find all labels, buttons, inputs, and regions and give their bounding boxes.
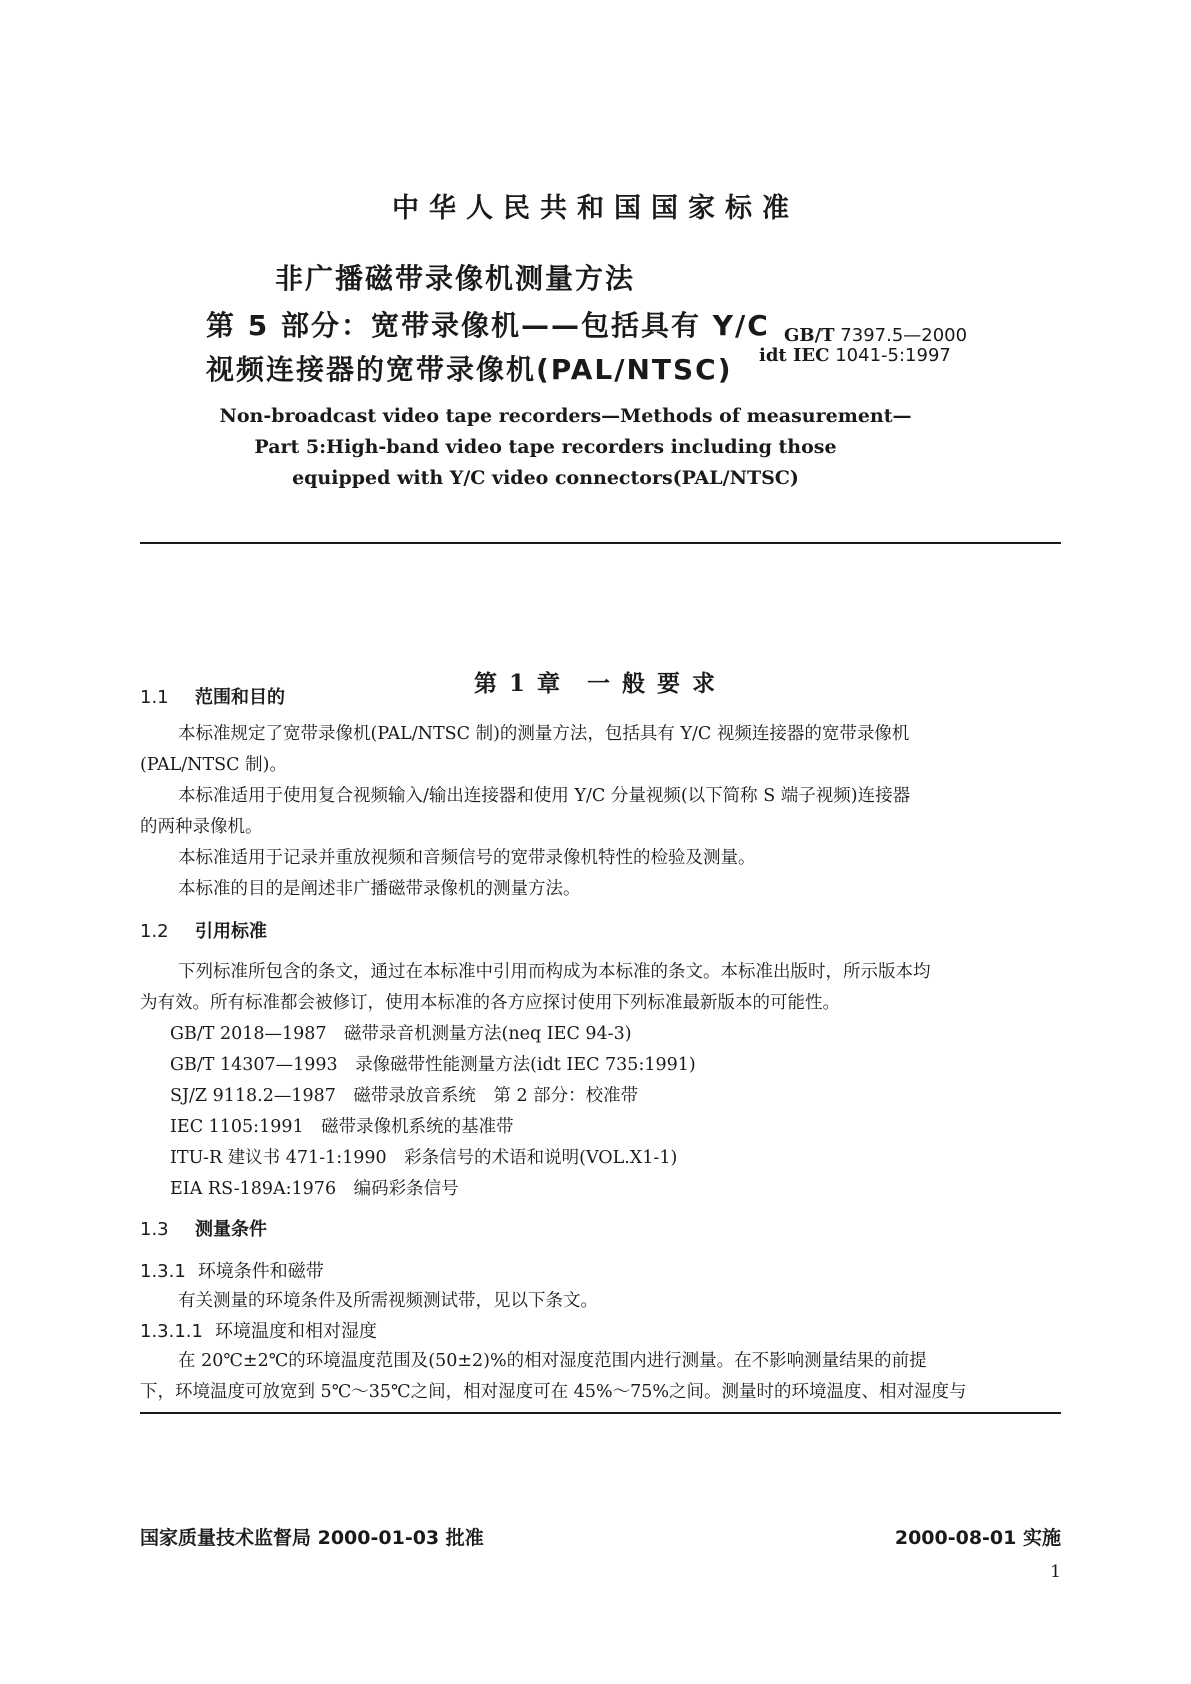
title-divider: [140, 542, 1061, 544]
approval-text: 国家质量技术监督局 2000-01-03 批准: [140, 1527, 484, 1549]
section-title: 测量条件: [195, 1219, 267, 1240]
title-en-line3: equipped with Y/C video connectors(PAL/NTSC): [292, 467, 799, 489]
section-1-1-heading: [140, 683, 285, 709]
title-en-line2: Part 5:High-band video tape recorders including those: [254, 436, 837, 458]
title-cn-line2: 第 5 部分：宽带录像机——包括具有 Y/C: [206, 309, 770, 342]
paragraph-line: (PAL/NTSC 制)。: [140, 755, 287, 775]
paragraph-line: 的两种录像机。: [140, 817, 263, 837]
paragraph-line: 本标准规定了宽带录像机(PAL/NTSC 制)的测量方法，包括具有 Y/C 视频连接器的宽带录像机: [178, 724, 910, 744]
reference-item: IEC 1105:1991 磁带录像机系统的基准带: [170, 1117, 514, 1137]
implementation-date: 2000-08-01 实施: [894, 1527, 1061, 1549]
title-cn-line3: 视频连接器的宽带录像机(PAL/NTSC): [206, 353, 733, 386]
standard-number-prefix: GB/T: [784, 325, 835, 346]
section-title: 范围和目的: [195, 687, 285, 708]
section-number: 1.1: [140, 687, 169, 708]
subsection-title: 环境条件和磁带: [197, 1261, 324, 1282]
reference-item: ITU-R 建议书 471-1:1990 彩条信号的术语和说明(VOL.X1-1): [170, 1148, 678, 1168]
reference-item: GB/T 2018—1987 磁带录音机测量方法(neq IEC 94-3): [170, 1024, 632, 1044]
paragraph-line: 为有效。所有标准都会被修订，使用本标准的各方应探讨使用下列标准最新版本的可能性。: [140, 993, 840, 1013]
idt-prefix: idt IEC: [759, 345, 830, 366]
paragraph-line: 下，环境温度可放宽到 5℃～35℃之间，相对湿度可在 45%～75%之间。测量时的环境温度、相对湿度与: [140, 1382, 967, 1402]
reference-item: GB/T 14307—1993 录像磁带性能测量方法(idt IEC 735:1991): [170, 1055, 696, 1075]
section-1-3-heading: [140, 1215, 267, 1241]
subsection-1-3-1-1-heading: [140, 1317, 377, 1343]
paragraph-line: 在 20℃±2℃的环境温度范围及(50±2)%的相对湿度范围内进行测量。在不影响测量结果的前提: [178, 1351, 927, 1371]
title-en-line1: Non-broadcast video tape recorders—Methods of measurement—: [219, 405, 912, 427]
section-number: 1.3: [140, 1219, 169, 1240]
idt-value: 1041-5:1997: [835, 345, 951, 366]
standard-header: 中华人民共和国国家标准: [392, 193, 799, 224]
subsection-number: 1.3.1.1: [140, 1321, 203, 1342]
section-1-2-heading: [140, 917, 267, 943]
subsection-1-3-1-heading: [140, 1257, 324, 1283]
reference-item: SJ/Z 9118.2—1987 磁带录放音系统 第 2 部分：校准带: [170, 1086, 639, 1106]
paragraph-line: 下列标准所包含的条文，通过在本标准中引用而构成为本标准的条文。本标准出版时，所示版本均: [178, 962, 931, 982]
standard-number: [784, 325, 967, 346]
section-number: 1.2: [140, 921, 169, 942]
subsection-number: 1.3.1: [140, 1261, 186, 1282]
subsection-title: 环境温度和相对湿度: [214, 1321, 377, 1342]
paragraph-line: 有关测量的环境条件及所需视频测试带，见以下条文。: [178, 1291, 598, 1311]
paragraph-line: 本标准的目的是阐述非广播磁带录像机的测量方法。: [178, 879, 581, 899]
footer-divider: [140, 1412, 1061, 1414]
paragraph-line: 本标准适用于记录并重放视频和音频信号的宽带录像机特性的检验及测量。: [178, 848, 756, 868]
standard-number-value: 7397.5—2000: [840, 325, 968, 346]
title-cn-line1: 非广播磁带录像机测量方法: [275, 262, 636, 295]
paragraph-line: 本标准适用于使用复合视频输入/输出连接器和使用 Y/C 分量视频(以下简称 S 端子视频)连接器: [178, 786, 911, 806]
idt-number: [759, 345, 951, 366]
reference-item: EIA RS-189A:1976 编码彩条信号: [170, 1179, 459, 1199]
page-number: 1: [1050, 1562, 1061, 1582]
section-title: 引用标准: [195, 921, 267, 942]
chapter-title: 第 1 章 一 般 要 求: [473, 670, 718, 697]
